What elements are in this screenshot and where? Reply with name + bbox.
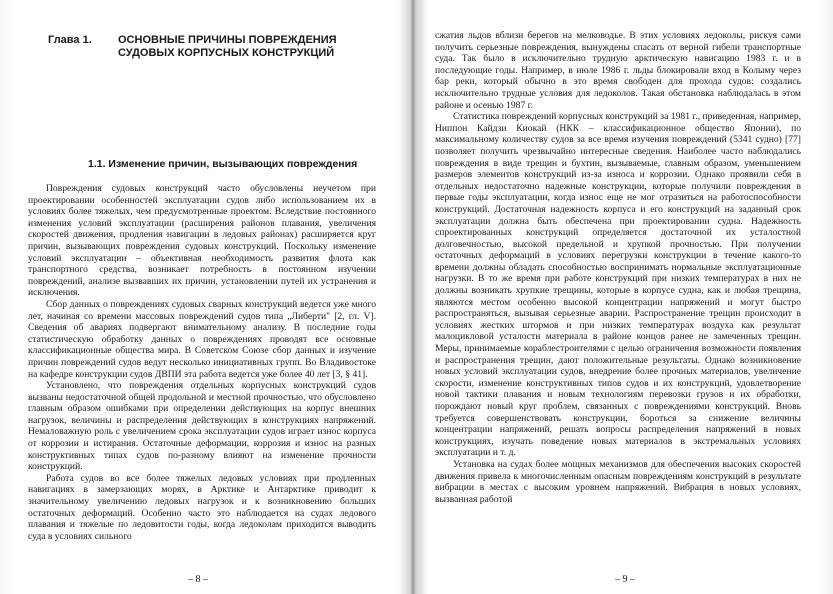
- left-page: [28, 0, 400, 594]
- right-page: [435, 0, 813, 594]
- paragraph: Сбор данных о повреждениях судовых сварных конструкций ведется уже много лет, начиная со времени массовых повреждений судов типа „Либерти" [2, гл. V]. Сведения об авариях подвергают внимательному анализу. В последние годы статистическую обработку данных о повреждениях проводят все основные классификационные общества мира. В Советском Союзе сбор данных и изучение причин повреждений судов ведут несколько инициативных групп. Во Владивостоке на кафедре конструкции судов ДВПИ эта работа ведется уже более 40 лет [3, § 41].: [28, 298, 376, 380]
- chapter-title: ОСНОВНЫЕ ПРИЧИНЫ ПОВРЕЖДЕНИЯ СУДОВЫХ КОРПУСНЫХ КОНСТРУКЦИЙ: [118, 34, 337, 59]
- paragraph: Повреждения судовых конструкций часто обусловлены неучетом при проектировании особенностей эксплуатации судов либо использованием их в условиях более тяжелых, чем предусмотренные проектом. Вследствие постоянного изменения условий эксплуатации (расширения районов плавания, увеличения скоростей движения, продления навигации в ледовых районах) расширяется круг причин, вызывающих повреждения судовых конструкций. Поскольку изменение условий эксплуатации – объективная необходимость развития флота как транспортного средства, возникает потребность в постоянном изучении повреждений, анализе вызвавших их причин, установлении путей их устранения и исключения.: [28, 183, 376, 299]
- paragraph: Установка на судах более мощных механизмов для обеспечения высоких скоростей движения привела к многочисленным опасным повреждениям конструкций в результате вибрации в местах с высоким уровнем напряжений. Вибрация в новых условиях, вызванная работой: [435, 458, 801, 505]
- chapter-label: Глава 1.: [48, 34, 92, 46]
- right-page-body: [435, 30, 801, 505]
- page-number: – 8 –: [188, 574, 208, 585]
- paragraph: Статистика повреждений корпусных конструкций за 1981 г., приведенная, например, Ниппон Кайдзи Киокай (НКК – классификационное общество Японии), по максимальному количеству судов за все время изучения повреждений (5341 судно) [77] позволяет получить чрезвычайно интересные сведения. Наиболее часто наблюдались повреждения в виде трещин и бухтин, вызываемые, главным образом, уменьшением размеров элементов конструкций из-за износа и коррозии. Однако проявили себя в отдельных недостаточно надежные конструкции, которые получили повреждения в первые годы эксплуатации, когда износ еще не мог отразиться на работоспособности конструкций. Достаточная надежность корпуса и его конструкций на заданный срок эксплуатации должна быть обеспечена при проектировании судна. Надежность спроектированных конструкций определяется достаточной их усталостной долговечностью, высокой предельной и хрупкой прочностью. При получении остаточных деформаций в условиях перегрузки конструкции в течение какого-то времени должны обладать способностью воспринимать нормальные эксплуатационные нагрузки. В то же время при работе конструкций при низких температурах в них не должны возникать хрупкие трещины, которые в корпусе судна, как и любая трещина, являются местом особенно высокой концентрации напряжений и могут быстро распространяться, вызывая серьезные аварии. Распространение трещин происходит в условиях жестких штормов и при низких температурах воздуха как результат малоцикловой усталости материала в районе концов ранее не замеченных трещин. Меры, принимаемые кораблестроителями с целью ограничения возможности появления и распространения трещин, дают положительные результаты. Однако возникновение новых условий эксплуатации судов, внедрение более прочных материалов, увеличение скорости, изменение конструктивных типов судов и их конструкций, удовлетворение новой тактики плавания и новым технологиям перевозки грузов и их обработки, порождают новый круг проблем, связанных с повреждениями конструкций. Вновь требуется совершенствовать конструкции, бороться за снижение величины концентрации напряжений, решать вопросы распределения напряжений в новых конструкциях, изучать поведение новых материалов в экстремальных условиях эксплуатации и т. д.: [435, 111, 801, 459]
- paragraph: Установлено, что повреждения отдельных корпусных конструкций судов вызваны недостаточной общей продольной и местной прочностью, что обусловлено главным образом ошибками при определении действующих на корпус внешних нагрузок, величины и распределения действующих в конструкциях напряжений. Немаловажную роль с увеличением срока эксплуатации судов играет износ корпуса от коррозии и истирания. Остаточные деформации, коррозия и износ на разных конструктивных типах судов по-разному влияют на изменение прочности конструкций.: [28, 380, 376, 473]
- left-page-body: [28, 183, 376, 542]
- section-title: 1.1. Изменение причин, вызывающих повреждения: [88, 158, 358, 170]
- paragraph: Работа судов во все более тяжелых ледовых условиях при продленных навигациях в замерзающих морях, в Арктике и Антарктике приводит к значительному увеличению ледовых нагрузок и к возникновению больших остаточных деформаций. Особенно часто это наблюдается на судах ледового плавания и тяжелые по ледовитости годы, когда ледоколам приходится выводить суда в условиях сильного: [28, 472, 376, 542]
- page-number: – 9 –: [615, 574, 635, 585]
- paragraph: сжатия льдов вблизи берегов на мелководье. В этих условиях ледоколы, рискуя сами получить серьезные повреждения, вынуждены спасать от верной гибели транспортные суда. Так было в исключительно трудную арктическую навигацию 1983 г. и в последующие годы. Например, в июле 1986 г. льды блокировали вход в Колыму через бар реки, который обычно в это время свободен для прохода судов: создались исключительно трудные условия для ледоколов. Такая обстановка наблюдалась в этом районе и осенью 1987 г.: [435, 30, 801, 111]
